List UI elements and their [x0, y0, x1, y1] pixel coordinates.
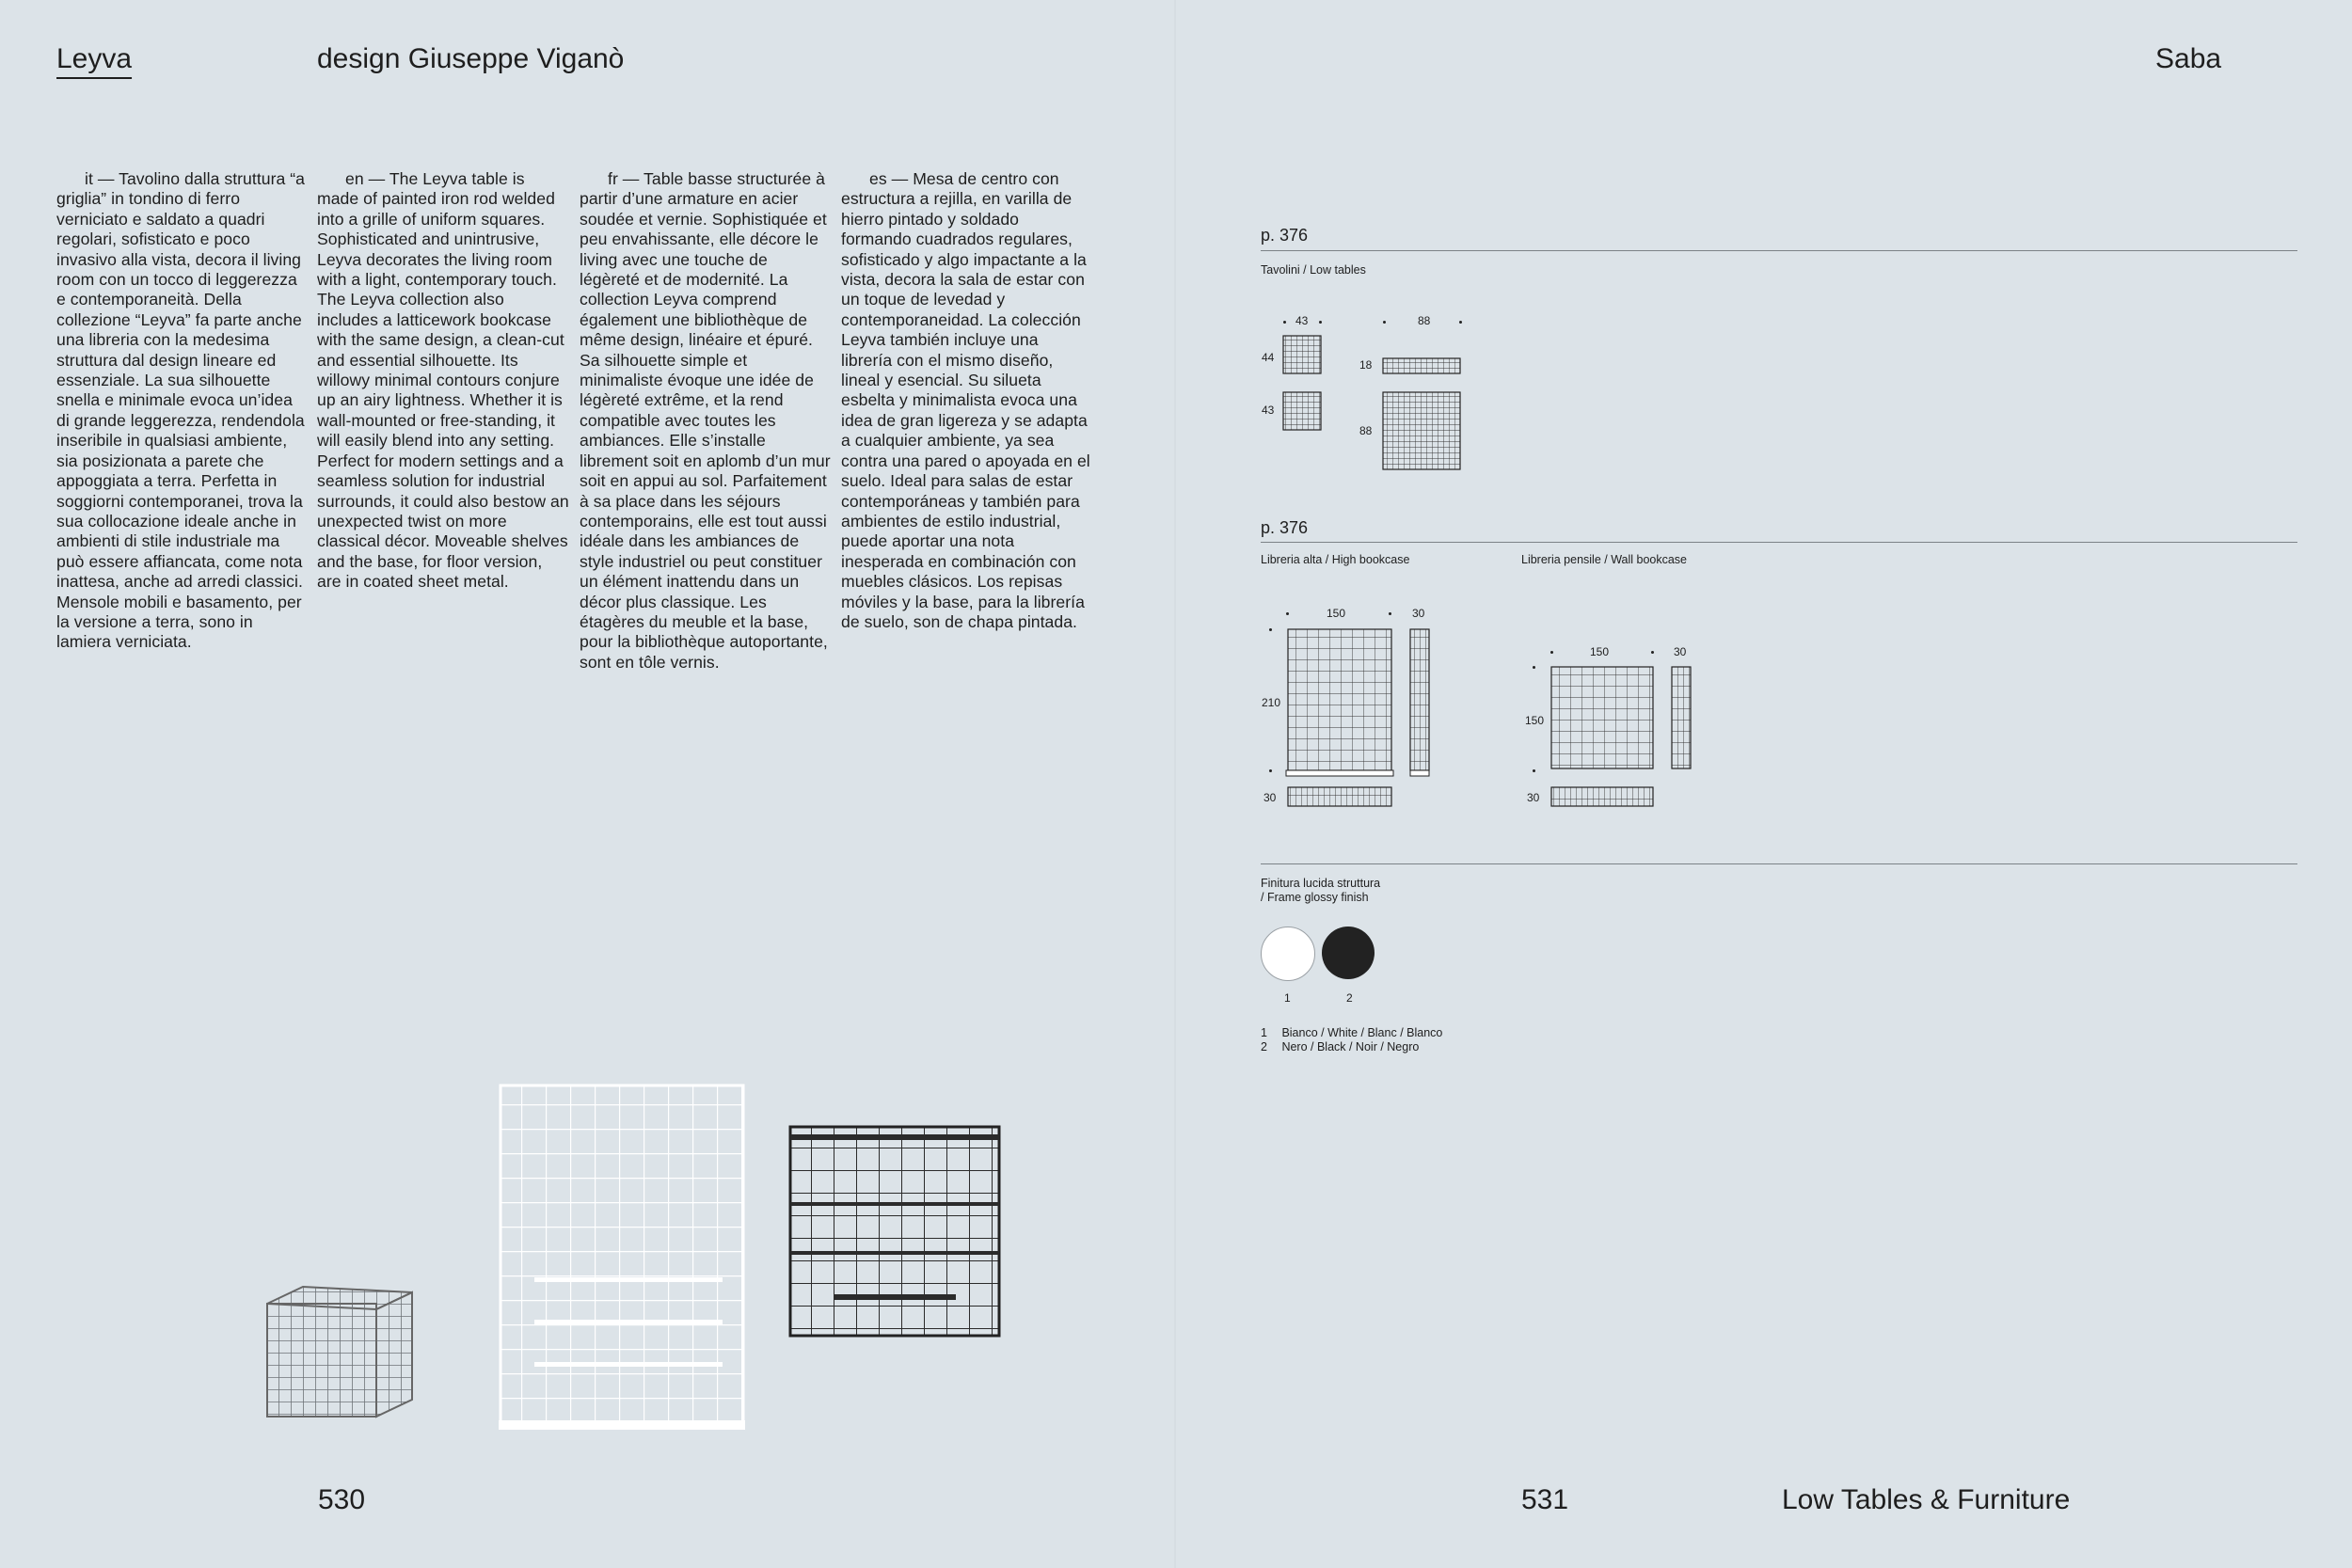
designer-credit: design Giuseppe Viganò [317, 43, 625, 74]
dim-marker [1389, 612, 1391, 615]
swatch-number-1: 1 [1284, 991, 1291, 1005]
product-photo-low-table [254, 1279, 423, 1439]
description-spanish [841, 169, 1093, 632]
page-number-right: 531 [1521, 1484, 1569, 1515]
brand-title: Leyva [56, 43, 133, 74]
low-table-drawings [1279, 334, 1468, 475]
description-italian [56, 169, 309, 653]
description-text-en: en — The Leyva table is made of painted iron rod welded into a grille of uniform squares. Sophisticated and unintrusive, Leyva decorates the living room with a light, contemporary touch. The Leyva collection also includes a latticework bookcase with the same design, a clean-cut and essential silhouette. Its willowy minimal contours conjure up an airy lightness. Whether it is wall-mounted or free-standing, it will easily blend into any setting. Perfect for modern settings and a seamless solution for industrial surrounds, it could also bestow an unexpected twist on more classical décor. Moveable shelves and the base, for floor version, are in coated sheet metal. [317, 169, 569, 592]
finish-legend-row-2 [1261, 1040, 1419, 1054]
legend-number: 2 [1261, 1040, 1267, 1053]
finish-legend-row-1 [1261, 1026, 1442, 1040]
finish-caption-line2: / Frame glossy finish [1261, 891, 1369, 904]
dim-height-43: 43 [1262, 404, 1275, 417]
wall-bookcase-caption: Libreria pensile / Wall bookcase [1521, 553, 1688, 566]
product-photo-white-bookcase [497, 1080, 751, 1433]
dim-high-depth: 30 [1412, 607, 1425, 620]
wall-bookcase-drawing [1548, 663, 1698, 814]
page-spread-gutter [1174, 0, 1176, 1568]
page-number-left: 530 [318, 1484, 366, 1515]
dim-wall-depth: 30 [1674, 645, 1687, 658]
dim-marker [1550, 651, 1553, 654]
dim-marker [1283, 321, 1286, 324]
dim-marker [1383, 321, 1386, 324]
swatch-white [1261, 927, 1315, 981]
dim-height-18: 18 [1359, 358, 1373, 372]
dim-marker [1533, 666, 1535, 669]
dim-marker [1319, 321, 1322, 324]
dim-wall-height: 150 [1525, 714, 1545, 727]
divider-line [1261, 542, 2297, 543]
dim-marker [1459, 321, 1462, 324]
high-bookcase-caption: Libreria alta / High bookcase [1261, 553, 1410, 566]
dim-high-width: 150 [1327, 607, 1346, 620]
dim-marker [1269, 628, 1272, 631]
legend-label: Bianco / White / Blanc / Blanco [1281, 1026, 1443, 1039]
section-title: Low Tables & Furniture [1782, 1484, 2071, 1515]
description-text-es: es — Mesa de centro con estructura a rejilla, en varilla de hierro pintado y soldado formando cuadrados regulares, sofisticado y algo impactante a la vista, decora la sala de estar con un toque de levedad y contemporaneidad. La colección Leyva también incluye una librería con el mismo diseño, lineal y esencial. Su silueta esbelta y minimalista evoca una idea de gran ligereza y se adapta a cualquier ambiente, ya sea contra una pared o apoyada en el suelo. Ideal para salas de estar contemporáneas y también para ambientes de estilo industrial, puede aportar una nota inesperada en combinación con muebles clásicos. Los repisas móviles y la base, para la librería de suelo, son de chapa pintada. [841, 169, 1090, 631]
dim-width-43: 43 [1295, 314, 1309, 327]
swatch-number-2: 2 [1346, 991, 1353, 1005]
dim-wall-width: 150 [1590, 645, 1610, 658]
description-english [317, 169, 569, 593]
swatch-black [1322, 927, 1375, 979]
dim-marker [1269, 769, 1272, 772]
page-ref-low-tables: p. 376 [1261, 226, 1309, 245]
product-photo-black-bookcase [788, 1125, 1005, 1341]
dim-high-height: 210 [1262, 696, 1281, 709]
legend-label: Nero / Black / Noir / Negro [1281, 1040, 1420, 1053]
page-ref-bookcases: p. 376 [1261, 518, 1309, 537]
finish-caption-line1: Finitura lucida struttura [1261, 877, 1381, 890]
legend-number: 1 [1261, 1026, 1267, 1039]
dim-high-base: 30 [1263, 791, 1277, 804]
description-text-it: it — Tavolino dalla struttura “a griglia” in tondino di ferro verniciato e saldato a quadri regolari, sofisticato e poco invasivo alla vista, decora il living room con un tocco di leggerezza e contemporaneità. Della collezione “Leyva” fa parte anche una libreria con la medesima struttura dal design lineare ed essenziale. La sua silhouette snella e minimale evoca un’idea di grande leggerezza, rendendola inseribile in qualsiasi ambiente, sia posizionata a parete che appoggiata a terra. Perfetta in soggiorni contemporanei, trova la sua collocazione ideale anche in ambienti di stile industriale ma può essere affiancata, come nota inattesa, anche ad arredi classici. Mensole mobili e basamento, per la versione a terra, sono in lamiera verniciata. [56, 169, 306, 652]
dim-width-88: 88 [1418, 314, 1431, 327]
dim-marker [1533, 769, 1535, 772]
dim-marker [1651, 651, 1654, 654]
divider-line [1261, 863, 2297, 864]
description-french [580, 169, 832, 673]
description-text-fr: fr — Table basse structurée à partir d’une armature en acier soudée et vernie. Sophistiquée et peu envahissante, elle décore le living avec une touche de légèreté et de modernité. La collection Leyva comprend également une bibliothèque de même design, linéaire et épuré. Sa silhouette simple et minimaliste évoque une idée de légèreté extrême, et la rend compatible avec toutes les ambiances. Elle s’installe librement soit en aplomb d’un mur soit en appui au sol. Parfaitement à sa place dans les séjours contemporains, elle est tout aussi idéale dans les ambiances de style industriel ou peut constituer un élément inattendu dans un décor plus classique. Les étagères du meuble et la base, pour la bibliothèque autoportante, sont en tôle vernis. [580, 169, 831, 672]
dim-marker [1286, 612, 1289, 615]
right-brand-title: Saba [2155, 43, 2222, 74]
low-tables-caption: Tavolini / Low tables [1261, 263, 1366, 277]
dim-height-44: 44 [1262, 351, 1275, 364]
dim-height-88: 88 [1359, 424, 1373, 437]
dim-wall-base: 30 [1527, 791, 1540, 804]
high-bookcase-drawing [1284, 626, 1435, 814]
divider-line [1261, 250, 2297, 251]
